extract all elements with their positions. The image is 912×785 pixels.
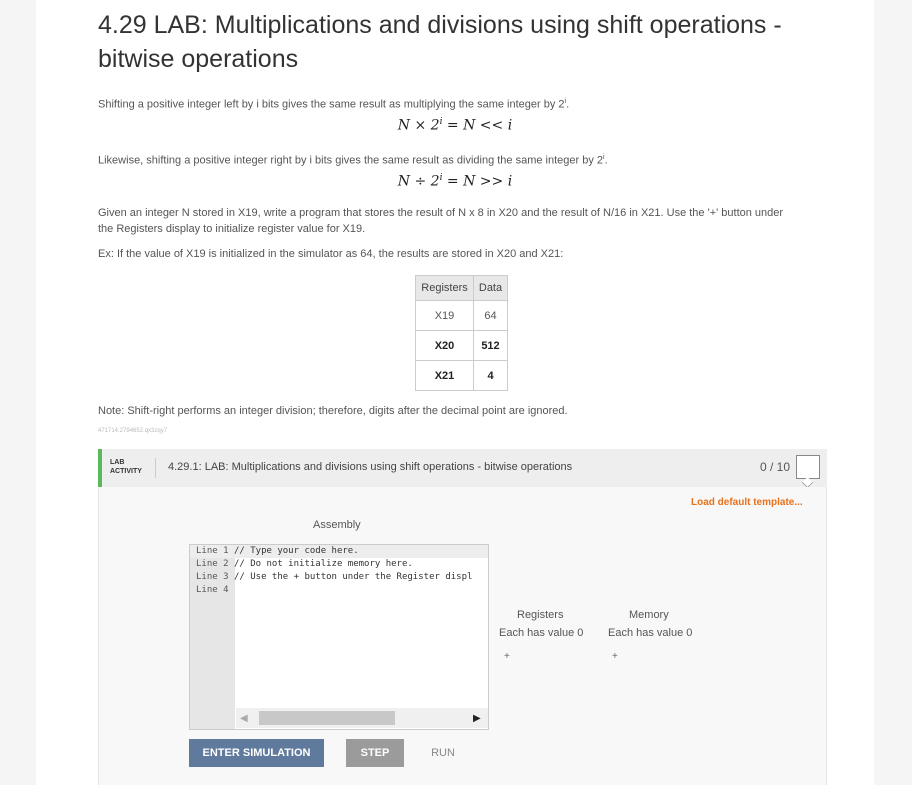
horizontal-scrollbar[interactable] — [236, 708, 488, 728]
formula-left-shift: $N \times 2^i = N << i$ — [397, 117, 513, 134]
intro-left-text: Shifting a positive integer left by i bits gives the same result as multiplying the same integer by 2$^i$. — [98, 98, 570, 111]
editor-line[interactable] — [190, 545, 489, 558]
table-cell-register: X21 — [416, 361, 474, 391]
table-cell-register: X20 — [416, 331, 474, 361]
table-row — [416, 361, 508, 391]
lab-activity-header — [98, 449, 827, 487]
task-description: Given an integer N stored in X19, write a program that stores the result of N x 8 in X20 and the result of N/16 in X21. Use the '+' button under the Registers display to initialize register value for X19. — [98, 207, 784, 235]
note-text: Note: Shift-right performs an integer division; therefore, digits after the decimal point are ignored. — [98, 405, 568, 417]
table-cell-data: 64 — [474, 301, 508, 331]
code-editor[interactable] — [189, 544, 489, 730]
add-register-button[interactable]: + — [504, 651, 510, 662]
line-number: Line 3 — [196, 572, 229, 582]
table-cell-data: 512 — [474, 331, 508, 361]
table-row — [416, 331, 508, 361]
example-text: Ex: If the value of X19 is initialized in the simulator as 64, the results are stored in X20 and X21: — [98, 248, 564, 260]
line-code: // Type your code here. — [234, 546, 359, 556]
table-header-registers: Registers — [416, 276, 474, 301]
scroll-right-icon[interactable]: ▶ — [473, 713, 481, 724]
table-cell-data: 4 — [474, 361, 508, 391]
registers-title: Registers — [517, 609, 564, 621]
registers-value: Each has value 0 — [499, 627, 584, 639]
table-header-data: Data — [474, 276, 508, 301]
score-badge-icon — [796, 455, 820, 479]
lab-score: 0 / 10 — [760, 460, 791, 474]
step-button[interactable]: STEP — [346, 739, 404, 767]
formula-right-shift: $N \div 2^i = N >> i$ — [397, 173, 513, 190]
enter-simulation-button[interactable]: ENTER SIMULATION — [189, 739, 324, 767]
table-cell-register: X19 — [416, 301, 474, 331]
memory-title: Memory — [629, 609, 669, 621]
line-number: Line 4 — [196, 585, 229, 595]
editor-language-label: Assembly — [313, 519, 361, 531]
run-button[interactable]: RUN — [422, 739, 464, 767]
divider — [155, 458, 156, 478]
add-memory-button[interactable]: + — [612, 651, 618, 662]
intro-right-text: Likewise, shifting a positive integer right by i bits gives the same result as dividing the same integer by 2$^i$. — [98, 154, 608, 167]
scrollbar-thumb[interactable] — [259, 711, 395, 725]
register-example-table — [415, 275, 508, 391]
memory-value: Each has value 0 — [608, 627, 693, 639]
line-code: // Use the + button under the Register displ — [234, 572, 473, 582]
editor-line[interactable] — [190, 584, 234, 597]
lab-activity-title: 4.29.1: LAB: Multiplications and divisions using shift operations - bitwise operations — [168, 461, 573, 473]
table-row — [416, 301, 508, 331]
line-number: Line 1 — [196, 546, 229, 556]
page — [36, 0, 874, 785]
page-title: 4.29 LAB: Multiplications and divisions using shift operations - bitwise operations — [98, 11, 782, 73]
line-number: Line 2 — [196, 559, 229, 569]
editor-line[interactable] — [190, 571, 472, 584]
load-default-template-link[interactable]: Load default template... — [691, 497, 803, 508]
editor-line[interactable] — [190, 558, 413, 571]
scroll-left-icon[interactable]: ◀ — [240, 713, 248, 724]
line-code: // Do not initialize memory here. — [234, 559, 413, 569]
lab-activity-tag: LAB ACTIVITY — [110, 459, 142, 475]
content-id: 471714.2794652.qx3zqy7 — [98, 428, 168, 434]
